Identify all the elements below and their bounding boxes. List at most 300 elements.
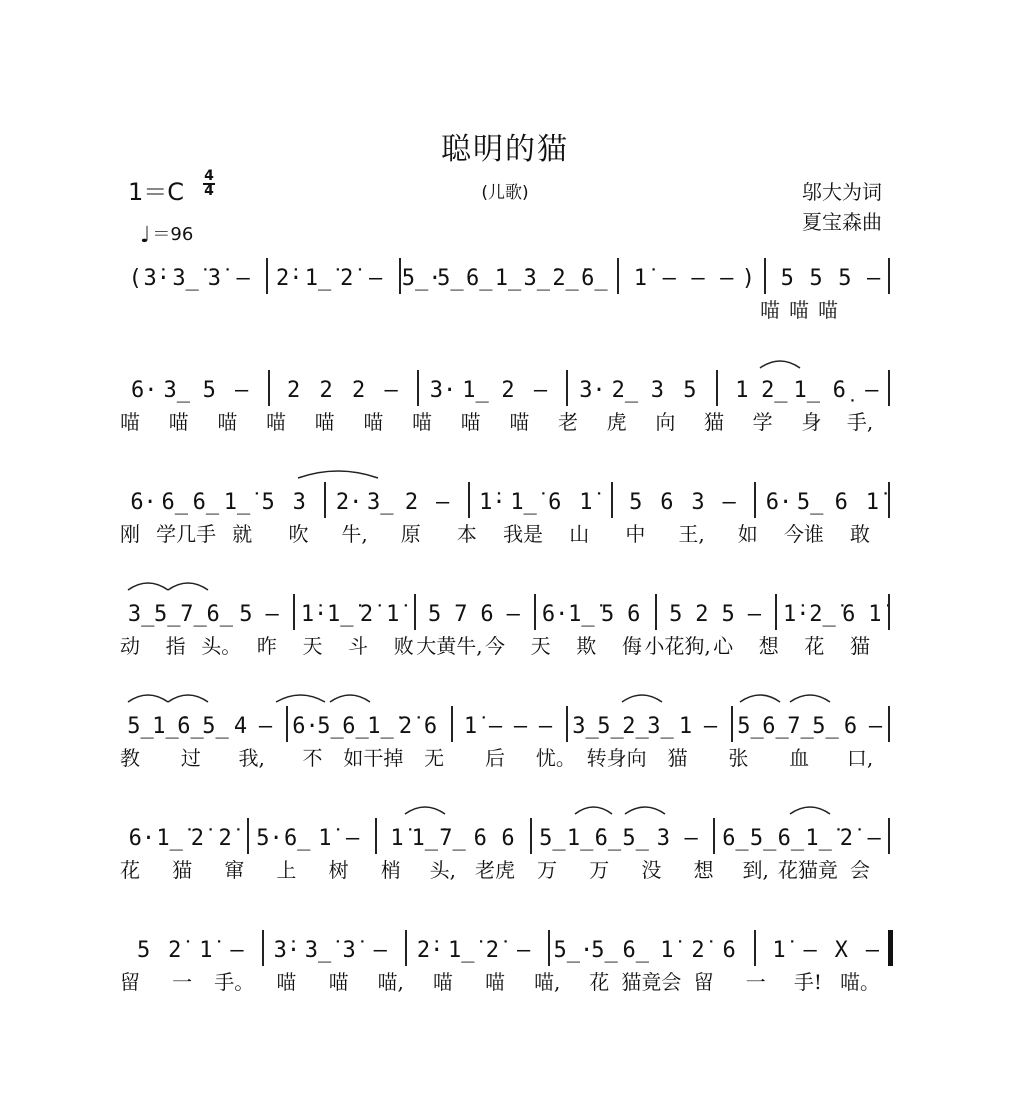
slur-arc: [330, 695, 370, 702]
barline: [611, 482, 613, 518]
note: 6̲: [622, 938, 649, 963]
slur-arc: [168, 583, 208, 590]
lyric-word: 喵: [789, 298, 809, 322]
note: 3̇: [207, 266, 221, 291]
note: 6: [842, 602, 856, 627]
lyric-word: 喵: [266, 410, 286, 434]
note: 7̲: [180, 602, 207, 627]
dash-note: –: [803, 938, 817, 963]
time-signature-top: 4: [204, 168, 214, 184]
note: 3·: [579, 378, 606, 403]
lyric-word: 喵: [485, 970, 505, 994]
note: 3̇·: [143, 266, 171, 291]
note: 3̲̇: [172, 266, 199, 291]
dash-note: –: [258, 714, 273, 739]
slur-arc: [405, 807, 445, 814]
dash-note: –: [684, 826, 698, 851]
note: 6̲: [177, 714, 204, 739]
quarter-note-icon: ♩: [140, 223, 151, 248]
note: 1: [735, 378, 749, 403]
dash-note: –: [720, 266, 734, 291]
lyric-word: 喵。: [840, 970, 880, 994]
note: 6̲: [192, 490, 220, 515]
lyric-word: 没: [641, 858, 662, 882]
note: 5̲: [597, 714, 624, 739]
lyric-word: 原: [400, 522, 421, 546]
final-barline: [888, 930, 893, 966]
dash-note: –: [506, 602, 520, 627]
note: 5: [136, 938, 151, 963]
note: 1̲̇: [327, 602, 354, 627]
note: 1̇: [868, 602, 882, 627]
note: 1̇: [318, 826, 332, 851]
lyric-word: 喵: [460, 410, 481, 434]
note: 5: [683, 378, 697, 403]
lyric-word: 窜: [224, 858, 245, 882]
barline: [548, 930, 550, 966]
lyric-word: 身: [801, 410, 822, 434]
lyric-word: 树: [328, 858, 349, 882]
note: 2̇: [168, 938, 182, 963]
lyric-word: 一: [172, 970, 193, 994]
note: 1̲̇: [566, 826, 594, 851]
note: 6̲: [777, 826, 805, 851]
lyric-word: 想: [693, 858, 714, 882]
dash-note: –: [533, 378, 548, 403]
lyric-word: 喵,: [533, 970, 561, 994]
lyric-word: 手!: [793, 970, 822, 994]
note: 1̇: [660, 938, 674, 963]
note: 1̇: [390, 826, 404, 851]
lyric-word: 到,: [742, 858, 769, 882]
note: 1̲̇: [411, 826, 439, 851]
note: 5̲: [127, 714, 154, 739]
note: 1: [678, 714, 693, 739]
barline: [655, 594, 657, 630]
note: 1̲̇: [304, 266, 332, 291]
note: 2: [351, 378, 366, 403]
lyric-word: 山: [569, 522, 590, 546]
slur-arc: [298, 471, 378, 478]
dash-note: –: [866, 266, 881, 291]
lyric-word: 花猫竟: [777, 858, 838, 882]
dash-note: –: [346, 826, 360, 851]
note: 2̲: [622, 714, 649, 739]
note: 1̲̇: [367, 714, 394, 739]
lyric-word: 动: [120, 634, 140, 658]
lyric-word: 喵: [314, 410, 335, 434]
dash-note: –: [865, 378, 879, 403]
note: 1̲̇: [156, 826, 183, 851]
lyric-word: 我,: [238, 746, 265, 770]
paren: (: [128, 266, 142, 291]
lyric-word: 留: [693, 970, 714, 994]
note: 2̇: [340, 266, 354, 291]
lyric-word: 喵: [509, 410, 530, 434]
note: 6: [501, 826, 515, 851]
note: 2̇·: [275, 266, 303, 291]
dash-note: –: [373, 938, 387, 963]
note: 1̲̇: [152, 714, 179, 739]
lyric-word: 老: [558, 410, 578, 434]
lyric-word: 猫: [172, 858, 193, 882]
note: 3: [650, 378, 665, 403]
lyric-word: 万: [589, 858, 610, 882]
lyric-word: 如干掉: [343, 746, 404, 770]
lyric-word: 转身向: [586, 746, 647, 770]
note: 1̲̇: [510, 490, 537, 515]
note: 2̇: [398, 714, 413, 739]
slur-arc: [740, 695, 780, 702]
note: 7̲: [787, 714, 814, 739]
barline: [617, 258, 619, 294]
note: 5: [838, 266, 852, 291]
dash-note: –: [384, 378, 398, 403]
barline: [716, 370, 718, 406]
lyric-word: 喵: [217, 410, 238, 434]
barline: [754, 482, 756, 518]
slur-arc: [575, 807, 612, 814]
note: X: [834, 938, 848, 963]
note: 1̇: [865, 490, 880, 515]
note: 1̇·: [479, 490, 506, 515]
note: 3: [691, 490, 705, 515]
note: 2: [287, 378, 301, 403]
barline: [262, 930, 264, 966]
note: 1̇: [772, 938, 786, 963]
note: 6̣: [832, 378, 846, 403]
note: 6: [843, 714, 858, 739]
note: 5·: [256, 826, 283, 851]
note: 5̲: [591, 938, 618, 963]
dash-note: –: [435, 490, 450, 515]
note: 3̲̇: [304, 938, 332, 963]
note: 5̲: [749, 826, 777, 851]
lyric-word: 头,: [429, 858, 457, 882]
lyric-word: 梢: [380, 858, 401, 882]
note: 6: [627, 602, 641, 627]
note: 1̇: [463, 714, 478, 739]
lyric-word: 留: [120, 970, 140, 994]
time-signature: [203, 170, 215, 198]
note: 5̲·: [401, 266, 442, 291]
note: 2: [695, 602, 709, 627]
note: 1̲̇: [805, 826, 832, 851]
slur-arc: [625, 807, 665, 814]
lyric-word: 吹: [288, 522, 309, 546]
lyric-word: 学几手: [156, 522, 217, 546]
lyric-word: 无: [424, 746, 445, 770]
lyric-word: 忧。: [535, 746, 576, 770]
note: 1̲̇: [568, 602, 595, 627]
slur-arc: [790, 695, 830, 702]
note: 1̲: [462, 378, 489, 403]
lyric-word: 后: [485, 746, 505, 770]
barline: [266, 258, 268, 294]
note: 2̇: [691, 938, 705, 963]
dash-note: –: [265, 602, 279, 627]
lyricist-credit: 邬大为词: [802, 180, 882, 204]
note: 1̇·: [783, 602, 810, 627]
lyric-word: 想: [758, 634, 779, 658]
note: 2·: [335, 490, 363, 515]
dash-note: –: [747, 602, 761, 627]
lyric-word: 就: [232, 522, 253, 546]
note: 2̲̇: [552, 266, 579, 291]
note: 5: [261, 490, 275, 515]
note: 3̲: [367, 490, 394, 515]
note: 5̲: [812, 714, 839, 739]
barline: [293, 594, 295, 630]
lyric-word: 过: [180, 746, 201, 770]
dash-note: –: [236, 266, 250, 291]
lyric-word: 不: [302, 746, 323, 770]
barline: [451, 706, 453, 742]
lyric-line: [0, 964, 1010, 994]
note: 6̲: [161, 490, 188, 515]
key-signature: 1＝C: [128, 178, 185, 206]
lyric-word: 头。: [201, 634, 242, 658]
slur-arc: [760, 361, 800, 368]
note: 1̲̇: [448, 938, 475, 963]
note: 1̲̇: [223, 490, 251, 515]
note: 5̲: [796, 490, 824, 515]
note: 2̇: [839, 826, 854, 851]
song-title: 聪明的猫: [441, 132, 569, 167]
barline: [566, 706, 568, 742]
slur-arc: [168, 695, 208, 702]
note: 3̲: [572, 714, 599, 739]
note: 2̇: [485, 938, 500, 963]
lyric-word: 血: [789, 746, 810, 770]
barline: [566, 370, 568, 406]
lyric-word: 我是: [503, 522, 544, 546]
dash-note: –: [235, 378, 249, 403]
lyric-word: 王,: [678, 522, 705, 546]
lyric-word: 喵: [168, 410, 189, 434]
lyric-word: 如: [737, 522, 758, 546]
note: 2̇·: [416, 938, 444, 963]
note: 6: [423, 714, 438, 739]
note: 1̇: [633, 266, 648, 291]
barline: [268, 370, 270, 406]
note: 5: [629, 490, 643, 515]
dash-note: –: [865, 938, 880, 963]
lyric-word: 教: [120, 746, 140, 770]
dash-note: –: [513, 714, 528, 739]
note: 7̲: [439, 826, 466, 851]
lyric-word: 喵: [412, 410, 432, 434]
dash-note: –: [662, 266, 676, 291]
barline: [775, 594, 777, 630]
note: 3̲: [127, 602, 155, 627]
lyric-word: 喵,: [377, 970, 404, 994]
lyric-word: 牛,: [341, 522, 368, 546]
note: 6·: [130, 378, 158, 403]
note: 5: [780, 266, 794, 291]
lyric-word: 花: [589, 970, 610, 994]
note: 5̲: [539, 826, 566, 851]
note: 2: [501, 378, 515, 403]
note: 4: [233, 714, 248, 739]
dash-note: –: [368, 266, 383, 291]
barline: [399, 258, 401, 294]
note: 3·: [429, 378, 457, 403]
lyric-word: 上: [276, 858, 297, 882]
slur-arc: [128, 583, 168, 590]
dash-note: –: [538, 714, 553, 739]
barline: [530, 818, 532, 854]
dash-note: –: [703, 714, 718, 739]
lyric-word: 刚: [120, 522, 140, 546]
note: 1̇·: [300, 602, 328, 627]
lyric-word: 猫竟会: [621, 970, 682, 994]
slur-arc: [622, 695, 662, 702]
time-signature-bottom: 4: [204, 183, 214, 199]
lyric-word: 昨: [256, 634, 277, 658]
lyric-line: [0, 292, 1010, 322]
note: 2̲̇: [809, 602, 836, 627]
note: 5̲: [437, 266, 464, 291]
barline: [713, 818, 715, 854]
lyric-word: 侮: [621, 634, 642, 658]
dash-note: –: [691, 266, 705, 291]
note: 1̇: [199, 938, 213, 963]
barline: [534, 594, 536, 630]
note: 6·: [128, 826, 156, 851]
tempo-marking: [140, 220, 193, 248]
note: 5̲: [317, 714, 344, 739]
barline: [414, 594, 416, 630]
note: 3̲̇: [523, 266, 551, 291]
dash-note: –: [868, 714, 883, 739]
note: 6̲: [465, 266, 493, 291]
note: 6: [548, 490, 562, 515]
lyric-word: 喵: [363, 410, 384, 434]
lyric-word: 今: [485, 634, 505, 658]
song-subtitle: (儿歌): [481, 183, 529, 203]
note: 6̲: [762, 714, 789, 739]
lyric-word: 敢: [850, 522, 870, 546]
dash-note: –: [488, 714, 503, 739]
barline: [888, 482, 890, 518]
lyric-word: 斗: [348, 634, 369, 658]
lyric-word: 欺: [576, 634, 597, 658]
note: 2̇: [190, 826, 204, 851]
lyric-word: 大黄牛,: [416, 634, 483, 658]
lyric-word: 学: [752, 410, 773, 434]
note: 2̇: [218, 826, 232, 851]
note: 5̲: [154, 602, 181, 627]
lyric-line: [0, 740, 1010, 770]
note: 3̲: [647, 714, 674, 739]
barline: [888, 706, 890, 742]
note: 5: [202, 378, 216, 403]
note: 5̲: [202, 714, 229, 739]
lyric-word: 今谁: [783, 522, 824, 546]
lyric-word: 手。: [214, 970, 255, 994]
lyric-word: 万: [537, 858, 558, 882]
note: 6̲: [283, 826, 311, 851]
lyric-word: 喵: [276, 970, 297, 994]
note: 2̇: [359, 602, 374, 627]
slur-arc: [790, 807, 830, 814]
lyric-word: 喵: [760, 298, 780, 322]
note: 6̲: [722, 826, 749, 851]
lyric-word: 喵: [432, 970, 453, 994]
note: 6: [660, 490, 674, 515]
note: 3̇·: [273, 938, 301, 963]
note: 6·: [292, 714, 319, 739]
lyric-line: [0, 516, 1010, 546]
lyric-word: 花: [120, 858, 140, 882]
note: 6: [722, 938, 736, 963]
note: 6̲: [342, 714, 369, 739]
note: 7: [454, 602, 468, 627]
barline: [888, 818, 890, 854]
note: 3̲: [163, 378, 190, 403]
lyric-word: 天: [302, 634, 323, 658]
note: 6: [834, 490, 848, 515]
note: 6: [473, 826, 487, 851]
barline: [468, 482, 470, 518]
note: 5: [600, 602, 615, 627]
lyric-word: 小花狗,: [644, 634, 711, 658]
dash-note: –: [230, 938, 244, 963]
barline: [375, 818, 377, 854]
slur-arc: [276, 695, 325, 702]
lyric-line: [0, 404, 1010, 434]
barline: [286, 706, 288, 742]
note: 2̲: [611, 378, 639, 403]
note: 6̲: [206, 602, 233, 627]
lyric-word: 猫: [850, 634, 870, 658]
barline: [417, 370, 419, 406]
lyric-word: 手,: [846, 410, 874, 434]
barline: [405, 930, 407, 966]
lyric-word: 败: [393, 634, 414, 658]
lyric-word: 向: [655, 410, 676, 434]
note: 6̲: [581, 266, 608, 291]
note: 6̲: [594, 826, 622, 851]
note: 5: [809, 266, 823, 291]
lyric-word: 一: [745, 970, 766, 994]
note: 3: [656, 826, 670, 851]
note: 3: [292, 490, 306, 515]
lyric-word: 张: [728, 746, 749, 770]
note: 5: [239, 602, 253, 627]
lyric-word: 老虎: [475, 858, 515, 882]
barline: [247, 818, 249, 854]
lyric-line: [0, 628, 1010, 658]
note: 3̇: [342, 938, 356, 963]
lyric-word: 喵: [818, 298, 838, 322]
lyric-word: 天: [530, 634, 551, 658]
note: 6·: [130, 490, 157, 515]
note: 6·: [541, 602, 569, 627]
lyric-word: 心: [713, 634, 734, 658]
lyric-word: 中: [625, 522, 646, 546]
note: 2̲: [761, 378, 788, 403]
note: 5̲: [737, 714, 764, 739]
lyric-word: 喵: [328, 970, 349, 994]
note: 5̲: [622, 826, 649, 851]
barline: [324, 482, 326, 518]
note: 6·: [765, 490, 793, 515]
dash-note: –: [867, 826, 881, 851]
lyric-word: 虎: [606, 410, 627, 434]
lyric-word: 本: [456, 522, 477, 546]
